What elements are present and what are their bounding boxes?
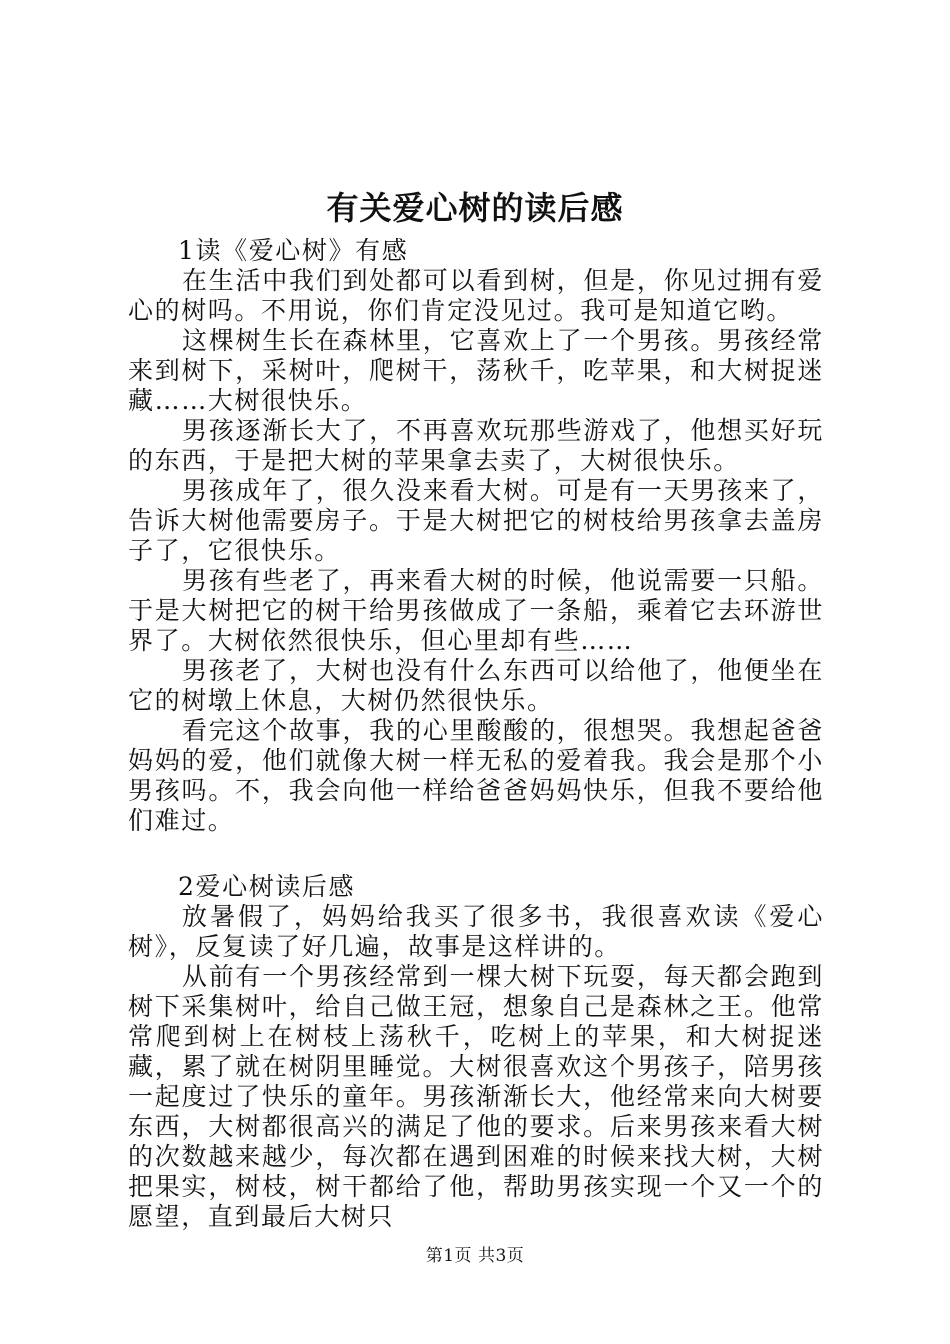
paragraph: 男孩逐渐长大了，不再喜欢玩那些游戏了，他想买好玩的东西，于是把大树的苹果拿去卖了，大树很快乐。: [128, 416, 824, 475]
paragraph: 放暑假了，妈妈给我买了很多书，我很喜欢读《爱心树》，反复读了好几遍，故事是这样讲的。: [128, 902, 824, 961]
paragraph: 这棵树生长在森林里，它喜欢上了一个男孩。男孩经常来到树下，采树叶，爬树干，荡秋千，吃苹果，和大树捉迷藏……大树很快乐。: [128, 326, 824, 415]
document-body: [128, 236, 824, 1232]
page-footer: 第1页 共3页: [425, 1246, 525, 1266]
section-spacer: [128, 836, 824, 872]
paragraph: 男孩老了，大树也没有什么东西可以给他了，他便坐在它的树墩上休息，大树仍然很快乐。: [128, 656, 824, 715]
section-1: [128, 236, 824, 836]
section-heading: 2爱心树读后感: [178, 872, 356, 901]
paragraph: 男孩有些老了，再来看大树的时候，他说需要一只船。于是大树把它的树干给男孩做成了一条船，乘着它去环游世界了。大树依然很快乐，但心里却有些……: [128, 566, 824, 655]
paragraph: 从前有一个男孩经常到一棵大树下玩耍，每天都会跑到树下采集树叶，给自己做王冠，想象自己是森林之王。他常常爬到树上在树枝上荡秋千，吃树上的苹果，和大树捉迷藏，累了就在树阴里睡觉。大树很喜欢这个男孩子，陪男孩一起度过了快乐的童年。男孩渐渐长大，他经常来向大树要东西，大树都很高兴的满足了他的要求。后来男孩来看大树的次数越来越少，每次都在遇到困难的时候来找大树，大树把果实，树枝，树干都给了他，帮助男孩实现一个又一个的愿望，直到最后大树只: [128, 962, 824, 1231]
paragraph: 男孩成年了，很久没来看大树。可是有一天男孩来了，告诉大树他需要房子。于是大树把它的树枝给男孩拿去盖房子了，它很快乐。: [128, 476, 824, 565]
paragraph: 在生活中我们到处都可以看到树，但是，你见过拥有爱心的树吗。不用说，你们肯定没见过。我可是知道它哟。: [128, 266, 824, 325]
section-heading: 1读《爱心树》有感: [178, 236, 409, 265]
paragraph: 看完这个故事，我的心里酸酸的，很想哭。我想起爸爸妈妈的爱，他们就像大树一样无私的爱着我。我会是那个小男孩吗。不，我会向他一样给爸爸妈妈快乐，但我不要给他们难过。: [128, 716, 824, 835]
section-2: [128, 872, 824, 1232]
document-title: 有关爱心树的读后感: [326, 189, 624, 227]
